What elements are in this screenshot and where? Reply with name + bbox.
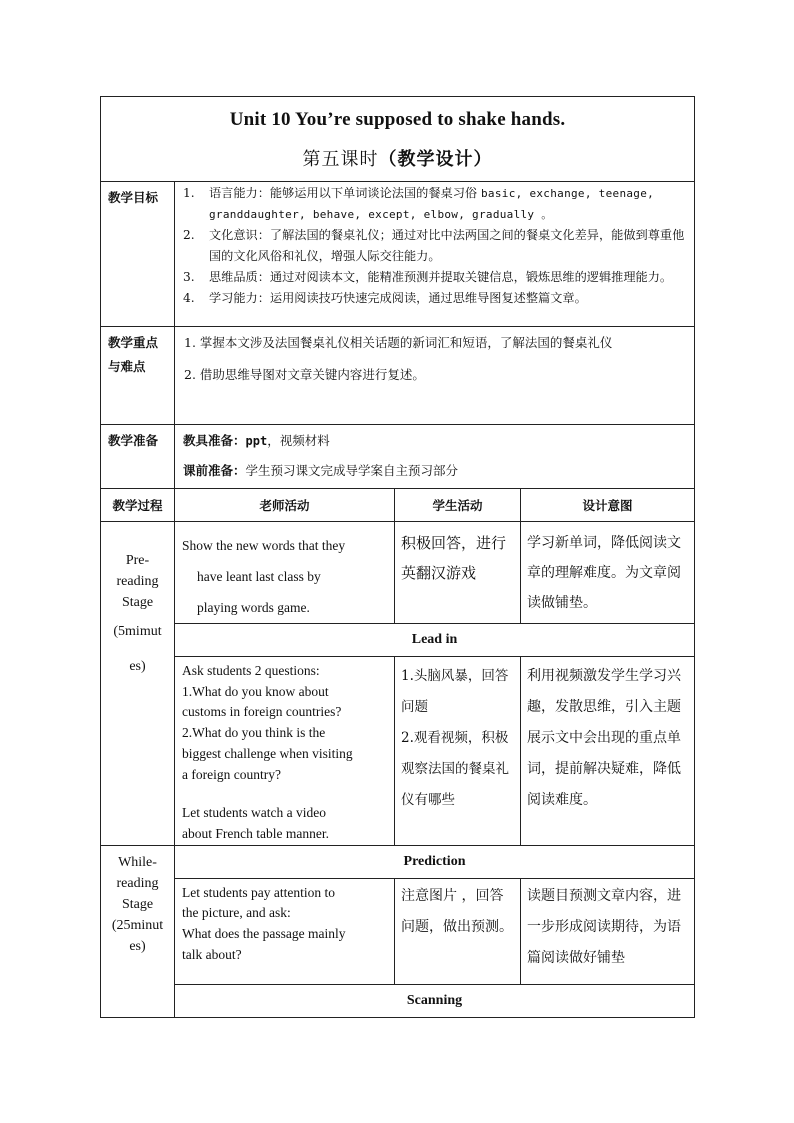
objective-item: 2. 文化意识：了解法国的餐桌礼仪；通过对比中法两国之间的餐桌文化差异，能做到尊重他国的文化风俗和礼仪，增强人际交往能力。: [183, 228, 685, 263]
prediction-title: Prediction: [175, 845, 695, 878]
pre-reading-row: [101, 522, 695, 624]
prediction-header-row: [101, 845, 695, 878]
student-activity-header: 学生活动: [395, 489, 521, 522]
prediction-teacher: Let students pay attention to the picture, and ask: What does the passage mainly talk about?: [175, 878, 395, 984]
objective-item: 3. 思维品质：通过对阅读本文，能精准预测并提取关键信息，锻炼思维的逻辑推理能力。: [183, 270, 673, 284]
preparation-label: 教学准备: [101, 425, 175, 489]
title-cell: [101, 97, 695, 182]
unit-title: Unit 10 You’re supposed to shake hands.: [229, 109, 566, 130]
objectives-label: 教学目标: [101, 182, 175, 327]
objectives-list: [175, 183, 694, 309]
pre-reading-teacher: Show the new words that they have leant last class by playing words game.: [175, 522, 395, 624]
process-header-row: [101, 489, 695, 522]
pre-reading-student: 积极回答，进行英翻汉游戏: [395, 522, 521, 624]
lead-in-design: 利用视频激发学生学习兴趣，发散思维，引入主题展示文中会出现的重点单词，提前解决疑难，降低阅读难度。: [521, 657, 695, 846]
key-point-item: 1. 掌握本文涉及法国餐桌礼仪相关话题的新词汇和短语，了解法国的餐桌礼仪: [184, 335, 613, 350]
lesson-number: 第五课时: [302, 149, 379, 170]
pre-reading-design: 学习新单词，降低阅读文章的理解难度。为文章阅读做铺垫。: [521, 522, 695, 624]
lead-in-row: [101, 657, 695, 846]
process-label: 教学过程: [101, 489, 175, 522]
prediction-row: [101, 878, 695, 984]
pre-reading-stage: Pre- reading Stage (5mimut es): [101, 522, 175, 846]
teaching-aids: 教具准备：ppt，视频材料: [183, 433, 330, 448]
key-points-content: [175, 327, 695, 425]
lead-in-teacher: Ask students 2 questions: 1.What do you know about customs in foreign countries? 2.What do you think is the biggest challenge when visiting a foreign country? Let students watch a video about French table manner.: [175, 657, 395, 846]
lesson-subtitle: [101, 145, 694, 171]
prediction-design: 读题目预测文章内容，进一步形成阅读期待，为语篇阅读做好铺垫: [521, 878, 695, 984]
key-points-label: 教学重点 与难点: [101, 327, 175, 425]
objectives-row: [101, 182, 695, 327]
objective-item: 4. 学习能力：运用阅读技巧快速完成阅读，通过思维导图复述整篇文章。: [183, 291, 587, 305]
objective-item: 1. 语言能力：能够运用以下单词谈论法国的餐桌习俗 basic, exchange, teenage, granddaughter, behave, except, elbow, gradually 。: [183, 186, 655, 221]
pre-class-prep: 课前准备：学生预习课文完成导学案自主预习部分: [183, 463, 459, 478]
objectives-content: [175, 182, 695, 327]
scanning-header-row: [101, 984, 695, 1017]
preparation-content: [175, 425, 695, 489]
design-intent-header: 设计意图: [521, 489, 695, 522]
key-points-row: [101, 327, 695, 425]
vocabulary-list: basic, exchange, teenage, granddaughter, behave, except, elbow, gradually 。: [209, 187, 655, 221]
lesson-plan-table: [100, 96, 695, 1018]
prediction-student: 注意图片 ，回答问题，做出预测。: [395, 878, 521, 984]
lead-in-header-row: [101, 624, 695, 657]
lead-in-title: Lead in: [175, 624, 695, 657]
key-point-item: 2. 借助思维导图对文章关键内容进行复述。: [184, 367, 425, 382]
preparation-row: [101, 425, 695, 489]
lead-in-student: 1.头脑风暴，回答问题 2.观看视频，积极观察法国的餐桌礼仪有哪些: [395, 657, 521, 846]
lesson-type: （教学设计）: [378, 149, 493, 170]
title-row: [101, 97, 695, 182]
teacher-activity-header: 老师活动: [175, 489, 395, 522]
while-reading-stage: While- reading Stage (25minut es): [101, 845, 175, 1017]
scanning-title: Scanning: [175, 984, 695, 1017]
